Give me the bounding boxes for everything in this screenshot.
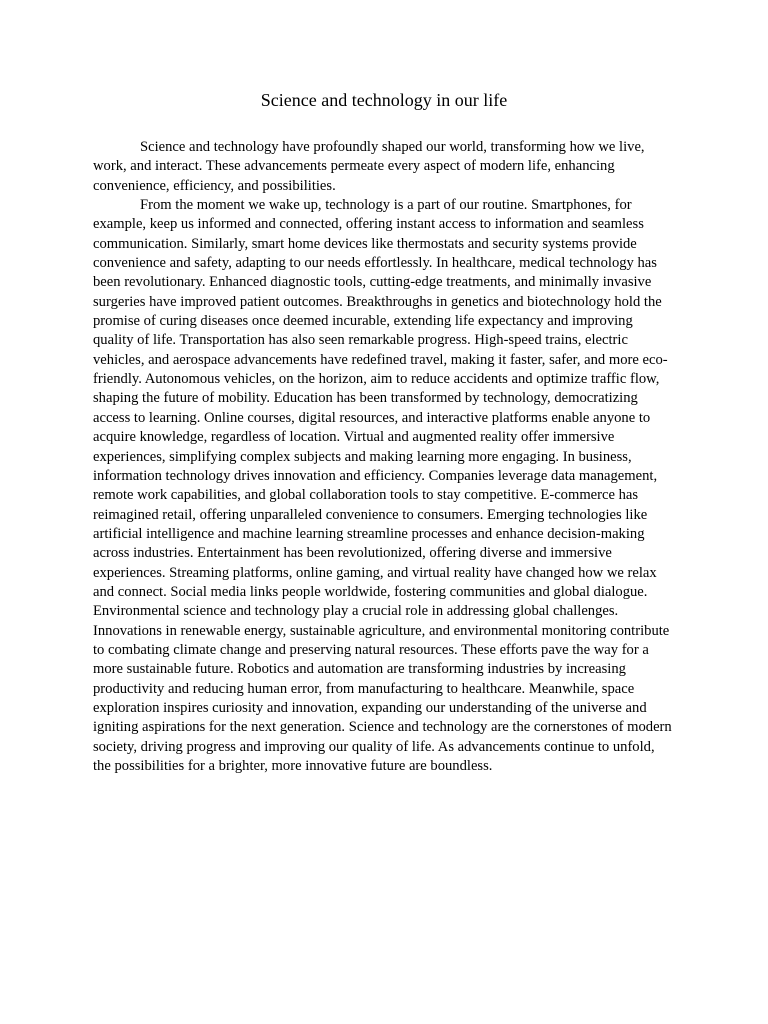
paragraph-intro: Science and technology have profoundly shaped our world, transforming how we live, work, and interact. These advancements permeate every aspect of modern life, enhancing convenience, efficiency, and possibilities.: [93, 139, 645, 194]
paragraph-main: From the moment we wake up, technology is a part of our routine. Smartphones, for example, keep us informed and connected, offering instant access to information and seamless communication. Similarly, smart home devices like thermostats and security systems provide convenience and safety, adapting to our needs effortlessly. In healthcare, medical technology has been revolutionary. Enhanced diagnostic tools, cutting-edge treatments, and minimally invasive surgeries have improved patient outcomes. Breakthroughs in genetics and biotechnology hold the promise of curing diseases once deemed incurable, extending life expectancy and improving quality of life. Transportation has also seen remarkable progress. High-speed trains, electric vehicles, and aerospace advancements have redefined travel, making it faster, safer, and more eco-friendly. Autonomous vehicles, on the horizon, aim to reduce accidents and optimize traffic flow, shaping the future of mobility. Education has been transformed by technology, democratizing access to learning. Online courses, digital resources, and interactive platforms enable anyone to acquire knowledge, regardless of location. Virtual and augmented reality offer immersive experiences, simplifying complex subjects and making learning more engaging. In business, information technology drives innovation and efficiency. Companies leverage data management, remote work capabilities, and global collaboration tools to stay competitive. E-commerce has reimagined retail, offering unparalleled convenience to consumers. Emerging technologies like artificial intelligence and machine learning streamline processes and enhance decision-making across industries. Entertainment has been revolutionized, offering diverse and immersive experiences. Streaming platforms, online gaming, and virtual reality have changed how we relax and connect. Social media links people worldwide, fostering communities and global dialogue. Environmental science and technology play a crucial role in addressing global challenges. Innovations in renewable energy, sustainable agriculture, and environmental monitoring contribute to combating climate change and preserving natural resources. These efforts pave the way for a more sustainable future. Robotics and automation are transforming industries by increasing productivity and reducing human error, from manufacturing to healthcare. Meanwhile, space exploration inspires curiosity and innovation, expanding our understanding of the universe and igniting aspirations for the next generation. Science and technology are the cornerstones of modern society, driving progress and improving our quality of life. As advancements continue to unfold, the possibilities for a brighter, more innovative future are boundless.: [93, 197, 672, 774]
document-body: [93, 138, 675, 776]
document-title: Science and technology in our life: [260, 90, 508, 110]
